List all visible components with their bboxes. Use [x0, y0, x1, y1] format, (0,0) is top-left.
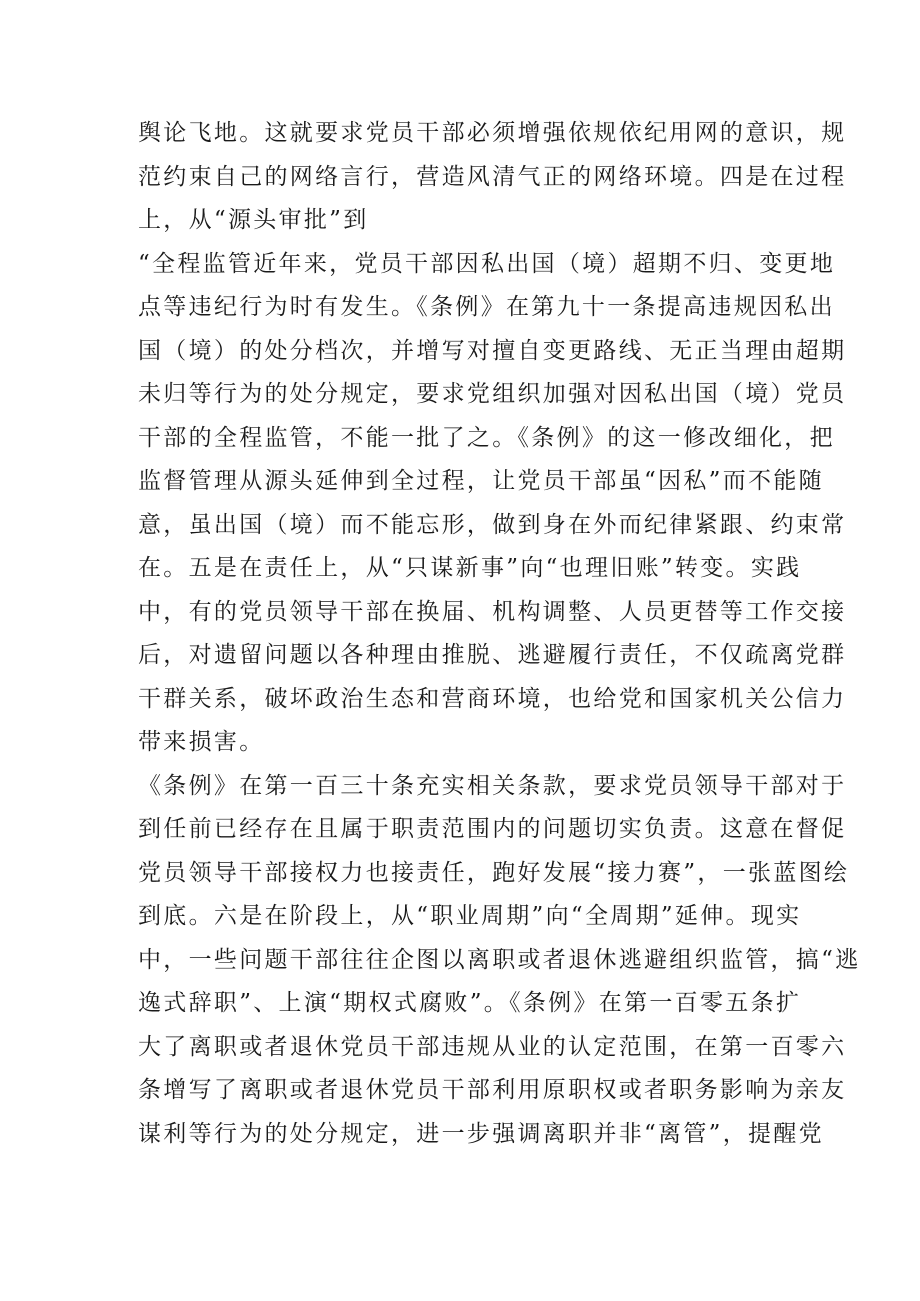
text-line: 上，从“源头审批”到 — [138, 207, 369, 233]
text-line: 意，虽出国（境）而不能忘形，做到身在外而纪律紧跟、约束常 — [138, 511, 847, 538]
body-text — [138, 112, 861, 1156]
text-line: 监督管理从源头延伸到全过程，让党员干部虽“因私”而不能随 — [138, 468, 824, 494]
text-line: 条增写了离职或者退休党员干部利用原职权或者职务影响为亲友 — [138, 1077, 847, 1103]
text-line: 后，对遗留问题以各种理由推脱、逃避履行责任，不仅疏离党群 — [138, 642, 847, 668]
text-line: “全程监管近年来，党员干部因私出国（境）超期不归、变更地 — [138, 250, 836, 277]
text-line: 到底。六是在阶段上，从“职业周期”向“全周期”延伸。现实 — [138, 903, 802, 929]
text-line: 范约束自己的网络言行，营造风清气正的网络环境。四是在过程 — [138, 163, 847, 190]
text-line: 到任前已经存在且属于职责范围内的问题切实负责。这意在督促 — [138, 816, 847, 842]
text-line: 干部的全程监管，不能一批了之。《条例》的这一修改细化，把 — [138, 424, 835, 451]
text-line: 《条例》在第一百三十条充实相关条款，要求党员领导干部对于 — [138, 772, 847, 799]
text-line: 点等违纪行为时有发生。《条例》在第九十一条提高违规因私出 — [138, 294, 835, 320]
text-line: 中，有的党员领导干部在换届、机构调整、人员更替等工作交接 — [138, 598, 847, 625]
text-line: 谋利等行为的处分规定，进一步强调离职并非“离管”，提醒党 — [138, 1120, 824, 1147]
text-line: 干群关系，破坏政治生态和营商环境，也给党和国家机关公信力 — [138, 685, 847, 712]
text-line: 带来损害。 — [138, 729, 265, 755]
text-line: 国（境）的处分档次，并增写对擅自变更路线、无正当理由超期 — [138, 337, 847, 364]
text-line: 未归等行为的处分规定，要求党组织加强对因私出国（境）党员 — [138, 381, 847, 407]
text-line: 在。五是在责任上，从“只谋新事”向“也理旧账”转变。实践 — [138, 555, 802, 581]
text-line: 逸式辞职”、上演“期权式腐败”。《条例》在第一百零五条扩 — [138, 990, 802, 1016]
text-line: 舆论飞地。这就要求党员干部必须增强依规依纪用网的意识，规 — [138, 120, 847, 146]
text-line: 党员领导干部接权力也接责任，跑好发展“接力赛”，一张蓝图绘 — [138, 859, 850, 886]
text-line: 中，一些问题干部往往企图以离职或者退休逃避组织监管，搞“逃 — [138, 946, 861, 973]
text-line: 大了离职或者退休党员干部违规从业的认定范围，在第一百零六 — [138, 1033, 847, 1060]
